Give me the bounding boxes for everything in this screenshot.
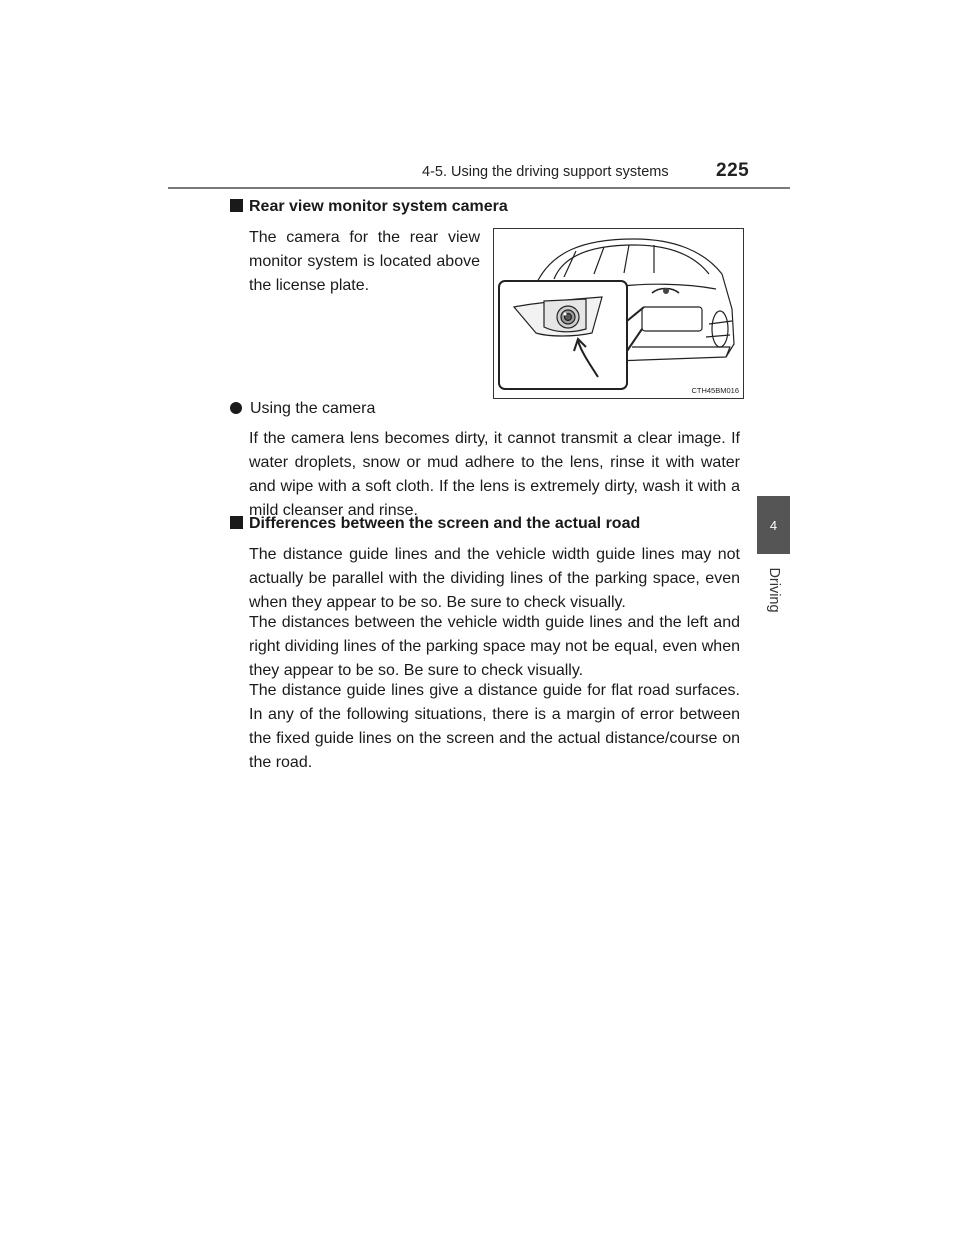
paragraph-guide-lines-parallel: The distance guide lines and the vehicle width guide lines may not actually be parallel with the dividing lines of the parking space, even when they appear to be so. Be sure to check visually. [249, 546, 740, 611]
square-bullet-icon [230, 199, 243, 212]
section-heading-camera: Rear view monitor system camera [230, 198, 508, 216]
page-number: 225 [716, 160, 750, 181]
paragraph-camera-location: The camera for the rear view monitor system is located above the license plate. [249, 229, 480, 294]
header-divider [168, 187, 790, 189]
chapter-tab [757, 496, 790, 554]
paragraph-flat-road-margin: The distance guide lines give a distance guide for flat road surfaces. In any of the following situations, there is a margin of error between the fixed guide lines on the screen and the actual distance/course on the road. [249, 682, 740, 771]
car-rear-illustration [494, 229, 743, 398]
round-bullet-icon [230, 402, 242, 414]
section-title: 4-5. Using the driving support systems [422, 164, 669, 180]
bullet-using-camera: Using the camera [230, 400, 375, 418]
chapter-label-text: Driving [766, 567, 782, 613]
chapter-number: 4 [769, 517, 778, 533]
paragraph-lens-cleaning: If the camera lens becomes dirty, it cannot transmit a clear image. If water droplets, snow or mud adhere to the lens, rinse it with water and wipe with a soft cloth. If the lens is extremely dirty, wash it with a mild cleanser and rinse. [249, 430, 740, 519]
figure-code: CTH45BM016 [691, 386, 739, 395]
camera-location-figure [493, 228, 744, 399]
paragraph-width-guide-distances: The distances between the vehicle width guide lines and the left and right dividing lines of the parking space may not be equal, even when they appear to be so. Be sure to check visually. [249, 614, 740, 679]
square-bullet-icon [230, 516, 243, 529]
section-heading-differences: Differences between the screen and the actual road [230, 515, 640, 533]
chapter-label [759, 560, 789, 620]
